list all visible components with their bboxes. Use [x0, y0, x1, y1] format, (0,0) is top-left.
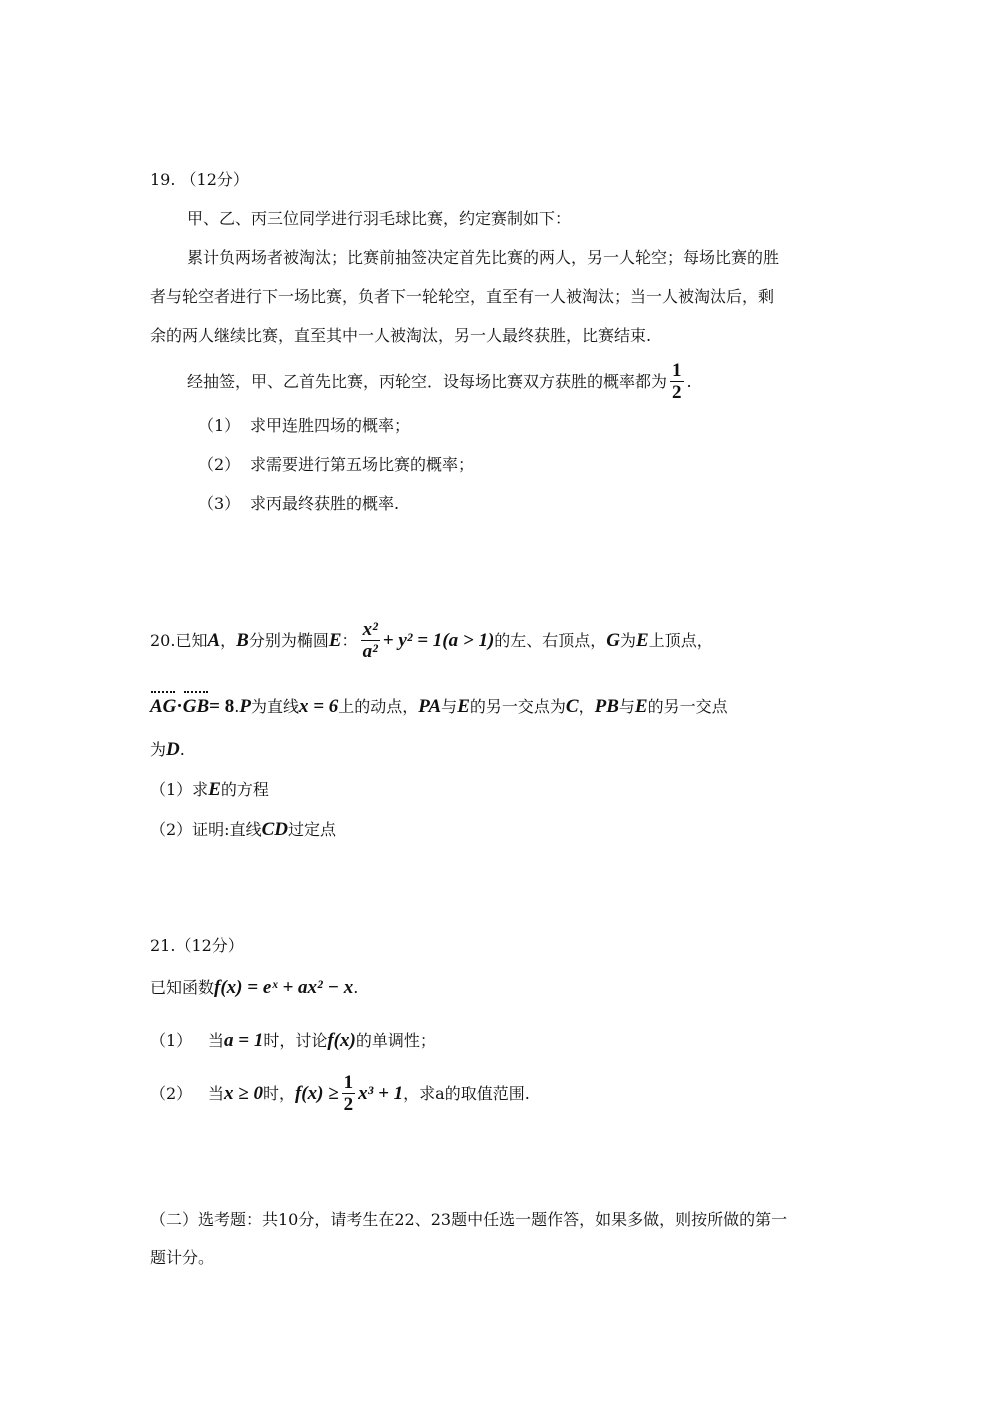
fraction-denominator: a² — [362, 641, 378, 662]
q20-text-as: 为 — [150, 740, 167, 759]
point-g: G — [606, 630, 621, 651]
half-fraction — [342, 1073, 356, 1116]
point-b: B — [236, 630, 249, 651]
q19-intro: 甲、乙、丙三位同学进行羽毛球比赛，约定赛制如下： — [187, 209, 572, 228]
q20-text-line: 为直线 — [250, 697, 299, 716]
inequality-lhs: f(x) ≥ — [294, 1083, 339, 1104]
condition-a-equals-1: a = 1 — [224, 1030, 264, 1051]
ellipse-equation-rest: + y² = 1(a > 1) — [382, 630, 495, 651]
ellipse-e: E — [457, 696, 470, 717]
ellipse-fraction — [361, 620, 380, 663]
ellipse-e: E — [208, 779, 221, 800]
q21-part1-mid: 时，讨论 — [263, 1031, 328, 1050]
q19-rule-line3: 余的两人继续比赛，直至其中一人被淘汰，另一人最终获胜，比赛结束. — [150, 326, 652, 345]
q21-part2 — [150, 1072, 530, 1116]
q19-part3-text: 求丙最终获胜的概率. — [250, 494, 400, 513]
q21-part2-mid: 时， — [262, 1084, 295, 1103]
q20-text-ellipse: 分别为椭圆 — [248, 631, 329, 650]
q21-part2-num: （2） — [150, 1084, 193, 1103]
q20-end-period: . — [179, 740, 185, 759]
vector-ag: AG — [150, 696, 177, 717]
q19-part1-text: 求甲连胜四场的概率； — [250, 416, 411, 435]
q20-period: . — [234, 697, 240, 716]
section2-line1: （二）选考题：共10分，请考生在22、23题中任选一题作答，如果多做，则按所做的第一 — [150, 1210, 788, 1229]
condition-x-nonnegative: x ≥ 0 — [224, 1083, 263, 1104]
q19-heading: 19. （12分） — [150, 170, 249, 189]
ellipse-e: E — [636, 630, 649, 651]
segment-pa: PA — [418, 696, 442, 717]
line-cd: CD — [261, 819, 288, 840]
q20-comma: ， — [578, 697, 595, 716]
q21-part1 — [150, 1031, 436, 1051]
q19-part3 — [198, 494, 399, 514]
q20-part2-num: （2）证明:直线 — [150, 820, 262, 839]
q19-fraction — [670, 361, 684, 404]
q20-text-intersection: 的另一交点为 — [469, 697, 566, 716]
q21-heading: 21.（12分） — [150, 936, 244, 955]
equals-eight: = 8 — [209, 696, 235, 717]
q21-intro-end: . — [353, 978, 359, 997]
fraction-numerator: 1 — [343, 1072, 354, 1093]
function-fx: f(x) — [327, 1030, 356, 1051]
q20-part2 — [150, 820, 336, 840]
q20-sep: ， — [220, 631, 237, 650]
q21-intro-line — [150, 978, 358, 998]
vector-gb: GB — [182, 696, 210, 717]
function-definition: f(x) = eˣ + ax² − x — [214, 977, 354, 998]
q20-part1 — [150, 780, 269, 800]
q20-colon: ： — [341, 631, 358, 650]
q19-part2-num: （2） — [198, 455, 241, 474]
q21-part2-end: ，求a的取值范围. — [403, 1084, 530, 1103]
q20-text-vertices: 的左、右顶点， — [494, 631, 607, 650]
point-c: C — [565, 696, 579, 717]
q20-text-moving-point: 上的动点， — [338, 697, 419, 716]
q20-prefix: 20.已知 — [150, 631, 208, 650]
q21-part1-end: 的单调性； — [355, 1031, 436, 1050]
q20-part2-text: 过定点 — [287, 820, 336, 839]
fraction-numerator: 1 — [672, 360, 682, 381]
ellipse-e: E — [328, 630, 342, 651]
q21-part2-when: 当 — [208, 1084, 225, 1103]
q20-text-and: 与 — [441, 697, 458, 716]
q20-line3 — [150, 740, 185, 760]
q19-draw-text: 经抽签，甲、乙首先比赛，丙轮空．设每场比赛双方获胜的概率都为 — [187, 372, 668, 391]
point-p: P — [239, 696, 251, 717]
fraction-denominator: 2 — [343, 1094, 354, 1115]
point-d: D — [166, 739, 180, 760]
q20-text-is: 为 — [620, 631, 637, 650]
fraction-numerator: x² — [362, 619, 378, 640]
q19-part1 — [198, 416, 410, 436]
q19-part1-num: （1） — [198, 416, 241, 435]
q21-part1-num: （1） — [150, 1031, 193, 1050]
q20-text-and: 与 — [618, 697, 635, 716]
dot-operator: · — [176, 696, 183, 717]
q20-part1-num: （1）求 — [150, 780, 209, 799]
q21-part1-when: 当 — [208, 1031, 225, 1050]
q19-rule-line2: 者与轮空者进行下一场比赛，负者下一轮轮空，直至有一人被淘汰；当一人被淘汰后，剩 — [150, 287, 775, 306]
point-a: A — [207, 630, 221, 651]
q20-text-other-intersection: 的另一交点 — [647, 697, 728, 716]
q19-part2 — [198, 455, 474, 475]
line-x-6: x = 6 — [298, 696, 339, 717]
fraction-denominator: 2 — [672, 382, 682, 403]
ellipse-e: E — [634, 696, 648, 717]
q20-line1 — [150, 617, 713, 665]
segment-pb: PB — [594, 696, 619, 717]
q20-text-top-vertex: 上顶点， — [648, 631, 713, 650]
q21-intro: 已知函数 — [150, 978, 215, 997]
q19-part3-num: （3） — [198, 494, 241, 513]
q20-part1-text: 的方程 — [220, 780, 269, 799]
q19-draw-line — [187, 360, 692, 404]
q19-part2-text: 求需要进行第五场比赛的概率； — [250, 455, 475, 474]
q19-rule-line1: 累计负两场者被淘汰；比赛前抽签决定首先比赛的两人，另一人轮空；每场比赛的胜 — [187, 248, 780, 267]
q19-draw-end: . — [686, 372, 692, 391]
q20-line2 — [150, 697, 728, 717]
section2-line2: 题计分。 — [150, 1248, 215, 1267]
inequality-rhs: x³ + 1 — [358, 1083, 404, 1104]
